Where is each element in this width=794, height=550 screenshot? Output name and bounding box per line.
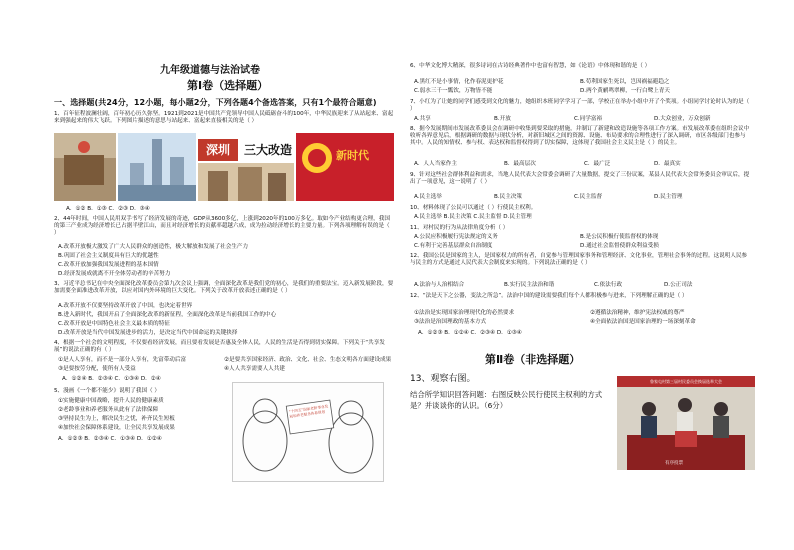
q5-item-3: ③坚持民生为上，解决民生之忧，补齐民生短板 [58,416,175,422]
q3-option-a: A.改革开放不仅要坚持改革开放了中国，也决定着世界 [58,303,193,309]
q11-option-c: C.有利于完善基层群众自治制度 [414,243,493,249]
q12b-options: A．①②③ B．①②④ C．②③④ D．①③④ [418,330,522,336]
q5-cartoon [232,382,384,482]
q12a-stem: 12、我国公民是国家的主人，是国家权力的所有者，自觉参与管理国家事务和管理经济、文化事业，管理社会事务的过程。这说明人民参与民主的方式是通过人民代表大会制度来实现的。下列说法正确的是（ ） [410,253,748,266]
q2-option-c: C.改革开放加强我国发展进程的基本国情 [58,262,159,268]
q7-stem: 7、小红为了让她的同学们感受到文化的魅力，她组织本班同学学习了一部，学校正在举办小组中开了个奖项。小组同学讨论时认为的是（ ） [410,99,750,112]
q12b-stem: 12、“法是天下之公器，变法之所急”。法治中国的建设需要我们每个人都积极参与进来，下列理解正确的是（ ） [410,293,688,299]
q12b-item-2: ②遵循法治精神，维护宪法权威的尊严 [590,310,685,316]
q2-option-a: A.改革开放极大激发了广大人民群众的创造性，极大解放和发展了社会生产力 [58,244,249,250]
q12a-option-a: A.法治与人治相结合 [414,282,465,288]
q3-stem: 3、习近平总书记在中央全面深化改革委员会第九次会议上强调，全面深化改革是我们党的初心，是我们的重要法宝。迈入新发展阶段，要加需要全面准进改革开放，以应对国内外环境的巨大变化。下列关于改革开放表述正确的是（ ） [54,281,394,294]
q5-stem: 5、漫画《一个都不能少》说明了我国（ ） [54,388,161,394]
q8-option-a: A．人人当家作主 [414,161,457,167]
q4-options: A．①②④ B．②③④ C．①③④ D．②④ [62,376,161,382]
three-reforms-label: 三大改造 [244,143,293,157]
part2-heading: 第Ⅱ卷（非选择题） [485,353,581,366]
q13-photo [617,376,755,470]
q5-options: A．①②③ B．②③④ C．①③④ D．①②④ [58,436,162,442]
left-column [54,0,394,550]
q11-option-d: D.通过社会监督使群众利益受损 [580,243,659,249]
q12b-item-3: ③法治是治国理政的基本方式 [414,319,487,325]
q4-item-1: ①是人人享有，而不是一部分人享有，先富带动后富 [58,357,187,363]
q6-option-c: C.弱水三千一瓢饮，万物皆不能 [414,88,493,94]
q8-stem: 8、据今发展期间市发展改革委员会在调研中收集到要采取的措施，并制订了新建和改造设施等各项工作方案。市发展改革委在组织会议中收听各界意见后，根据调研的数据与现状分析，对新旧城区之间的资源、设施、布局要求的合理性进行了深入调研，市区各级部门也参与其中。人民的知情权、参与权、表达权和监督权得到了切实保障，这体现了我国社会主义民主是（ ）的民主。 [410,126,750,146]
part1-heading: 第Ⅰ卷（选择题） [187,79,269,92]
q3-option-c: C.改革开放是中国特色社会主义最本质的特征 [58,321,170,327]
q11-option-b: B.是公民积极行使监督权的体现 [580,234,659,240]
q12a-option-d: D.公正司法 [664,282,693,288]
q11-option-a: A.公民应积极履行宪法规定的义务 [414,234,498,240]
photo-banner: 鲁家屯村第三届村民委员会换届选举大会 [617,376,755,387]
q1-image-2 [118,133,196,201]
q13-heading: 13、观察右图。 [410,374,476,384]
shenzhen-label: 深圳 [198,139,238,161]
right-column [410,0,755,550]
q7-option-b: B.开放 [494,116,511,122]
q12a-option-c: C.依法行政 [594,282,623,288]
q7-option-d: D.大众创业，万众创新 [654,116,711,122]
new-era-label: 新时代 [336,149,369,162]
q12b-item-4: ④全面依法治国是国家治理的一场深刻革命 [590,319,696,325]
q6-option-a: A.黑红不是小事情，化作春泥更护花 [414,79,504,85]
q8-option-c: C．最广泛 [584,161,611,167]
q11-stem: 11、对村民的行为从法律角度分析（ ） [410,225,509,231]
q5-item-2: ②老龄事业和养老服务从此有了法律保障 [58,407,159,413]
q7-option-a: A.共享 [414,116,431,122]
q1-image-1 [54,133,116,201]
section1-heading: 一、选择题(共24分，12小题，每小题2分，下列各题4个备选答案，只有1个最符合题意) [54,98,377,107]
photo-caption: 有序投票 [665,461,683,466]
q1-image-4 [296,133,394,201]
q7-option-c: C.同学富裕 [574,116,603,122]
q8-option-d: D．最真实 [654,161,681,167]
q4-stem: 4、根据一个社会的文明程度，不仅要看经济发展，而且要看发展是否惠及全体人民，人民的生活是否得到切实保障。下列关于“共享发展”的说法正确的有（ ） [54,340,385,353]
exam-title: 九年级道德与法治试卷 [160,65,260,76]
q9-option-a: A.民主选举 [414,194,442,200]
q3-option-d: D.改革开放是当代中国发展进步的活力，是决定当代中国命运的关键抉择 [58,330,238,336]
q12a-option-b: B.实行民主法治和谐 [504,282,555,288]
q9-option-d: D.民主管理 [654,194,683,200]
q2-option-b: B.巩固了社会主义制度具有巨大的优越性 [58,253,159,259]
q2-stem: 2、44年时间，中国人民用双手书写了经济发展的奇迹，GDP从3600多亿，上涨到2020年的100万多亿。取如今产业结构更合理，我国的第三产业成为经济增长已占据半壁江山，而且对经济增长的贡献率超越六成，成为拉动经济增长的主要力量。下列各项理解有误的是（ ） [54,216,390,236]
q9-stem: 9、针对这些社会群体利益和需求，当地人民代表大会常委会调研了大量数据，提交了三份议案，某县人民代表大会常务委员会审议后，提出了一项意见，这一说明了（ ） [410,172,750,185]
q6-option-d: D.两个黄鹂鸣翠柳，一行白鹭上青天 [580,88,670,94]
q4-item-2: ②是要共享国家经济、政治、文化、社会、生态文明各方面建设成果 [224,357,392,363]
q12b-item-1: ①法治是实现国家治理现代化的必然要求 [414,310,515,316]
q10-options: A.民主选举 B.民主决策 C.民主监督 D.民主管理 [414,214,532,220]
q1-options: A．①② B．①③ C．②③ D．③④ [66,206,150,212]
q3-option-b: B.进入新时代，我国开启了全面深化改革的新征程，全面深化改革是当前我国工作的中心 [58,312,277,318]
q9-option-b: B.民主决策 [494,194,522,200]
q5-item-1: ①实施健康中国战略，提升人民的健康素质 [58,398,164,404]
q4-item-3: ③是要按劳分配，使所有人受益 [58,366,136,372]
q2-option-d: D.经济发展成就离不开全体劳动者的辛苦努力 [58,271,171,277]
q5-item-4: ④加快社会保障体系建设，让全民共享发展成果 [58,425,175,431]
q1-image-3 [198,133,294,201]
q4-item-4: ④人人共享需要人人共建 [224,366,285,372]
q6-stem: 6、中华文化博大精深，很多诗词在古诗经典著作中也富有智慧，如《论语》中体现和谐的是（ ） [410,63,651,69]
q9-option-c: C.民主监督 [574,194,603,200]
q8-option-b: B．最高层次 [504,161,536,167]
q1-stem: 1、百年征程波澜壮阔，百年初心历久弥坚。1921到2021是中国共产党领导中国人民砥砺奋斗的100年，中华民族迎来了从站起来、富起来到强起来的伟大飞跃。下列图片描述的意思与站起来、富起来直接相关的是（ ） [54,111,394,124]
cartoon-label: “十四五”国家老龄事业发展和养老服务体系规划 [288,404,329,419]
q13-text: 结合所学知识回答问题：右图反映公民行使民主权利的方式是？并谈谈你的认识。（6分） [410,390,603,410]
q6-option-b: B.苟利国家生死以，岂因祸福避趋之 [580,79,670,85]
q10-stem: 10、材料体现了公民可以通过（ ）行使民主权利。 [410,205,537,211]
